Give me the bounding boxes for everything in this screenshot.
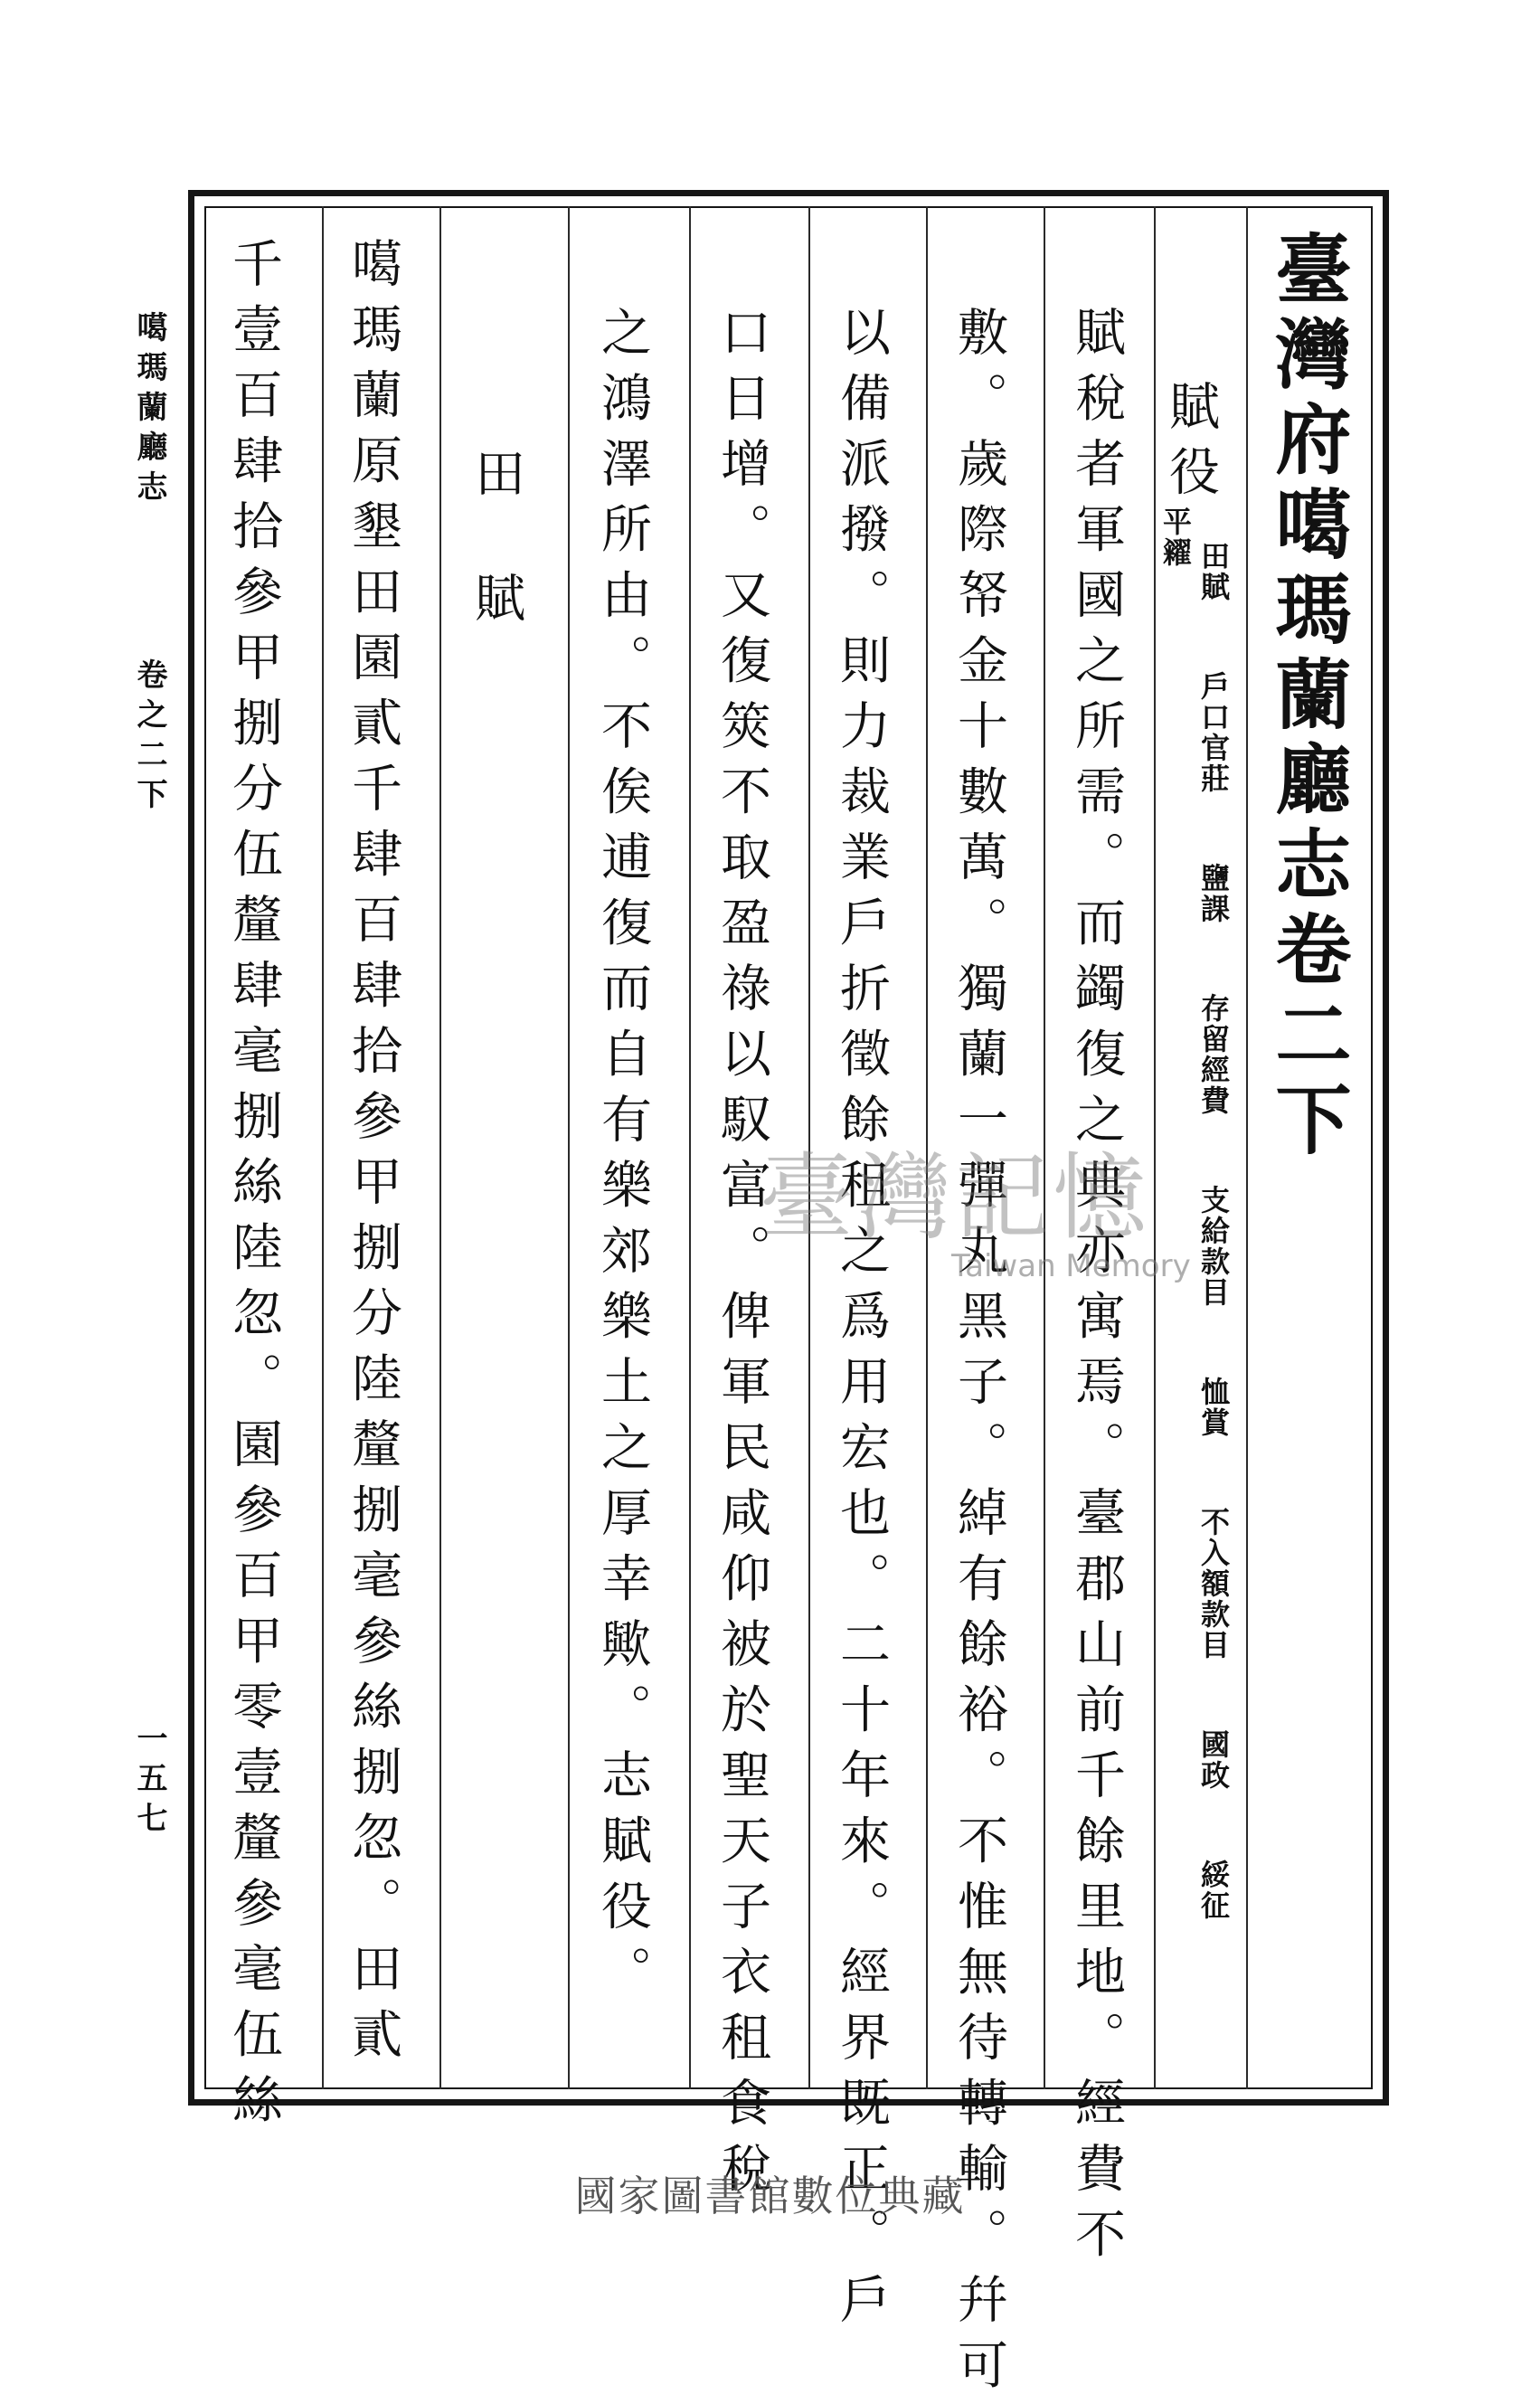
margin-book-title: 噶瑪蘭廳志: [131, 311, 167, 510]
section-title-tianfu: 田賦: [467, 447, 525, 696]
topic-list-right: [1196, 541, 1231, 1954]
column-rule: [322, 206, 324, 2089]
topic-item: 存留經費: [1196, 993, 1231, 1116]
section-heading: 賦役: [1161, 380, 1220, 510]
column-rule: [689, 206, 691, 2089]
text-column-7: 噶瑪蘭原墾田園貳千肆百肆拾參甲捌分陸釐捌毫參絲捌忽。田貳: [344, 237, 402, 2073]
topic-item: 支給款目: [1196, 1185, 1231, 1308]
watermark-subtext: Taiwan Memory: [951, 1248, 1191, 1284]
topic-item: 戶口官莊: [1196, 671, 1231, 794]
column-rule: [1154, 206, 1156, 2089]
topic-item: 國政: [1196, 1729, 1231, 1791]
topic-item: 恤賞: [1196, 1377, 1231, 1438]
text-column-4: 口日增。又復筴不取盈祿以馭富。俾軍民咸仰被於聖天子衣租食稅: [713, 306, 771, 2208]
page-number: 一五七: [131, 1722, 167, 1841]
text-column-8: 千壹百肆拾參甲捌分伍釐肆毫捌絲陸忽。園參百甲零壹釐參毫伍絲: [224, 237, 283, 2139]
footer-caption: 國家圖書館數位典藏: [574, 2172, 966, 2220]
topic-item: 田賦: [1196, 541, 1231, 602]
text-column-1: 賦稅者軍國之所需。而蠲復之典亦寓焉。臺郡山前千餘里地。經費不: [1067, 306, 1126, 2273]
watermark-logo: 臺灣記憶: [760, 1142, 1151, 1253]
text-column-5: 之鴻澤所由。不俟逋復而自有樂郊樂土之厚幸歟。志賦役。: [593, 306, 652, 2011]
topic-item: 綏征: [1196, 1860, 1231, 1921]
column-rule: [439, 206, 441, 2089]
topic-item: 鹽課: [1196, 863, 1231, 924]
chapter-title: 臺灣府噶瑪蘭廳志卷二下: [1263, 230, 1353, 1165]
margin-volume: 卷之二下: [131, 658, 167, 818]
text-column-3: 以備派撥。則力裁業戶折徵餘租之爲用宏也。二十年來。經界既正。戶: [832, 306, 891, 2339]
topic-item: 不入額款目: [1196, 1507, 1231, 1661]
text-column-2: 敷。歲際帑金十數萬。獨蘭一彈丸黑子。綽有餘裕。不惟無待轉輸。幷可: [950, 306, 1008, 2404]
column-rule: [568, 206, 570, 2089]
column-rule: [1246, 206, 1248, 2089]
topic-item: 平糴: [1158, 506, 1193, 568]
topic-list-left: [1158, 506, 1193, 601]
